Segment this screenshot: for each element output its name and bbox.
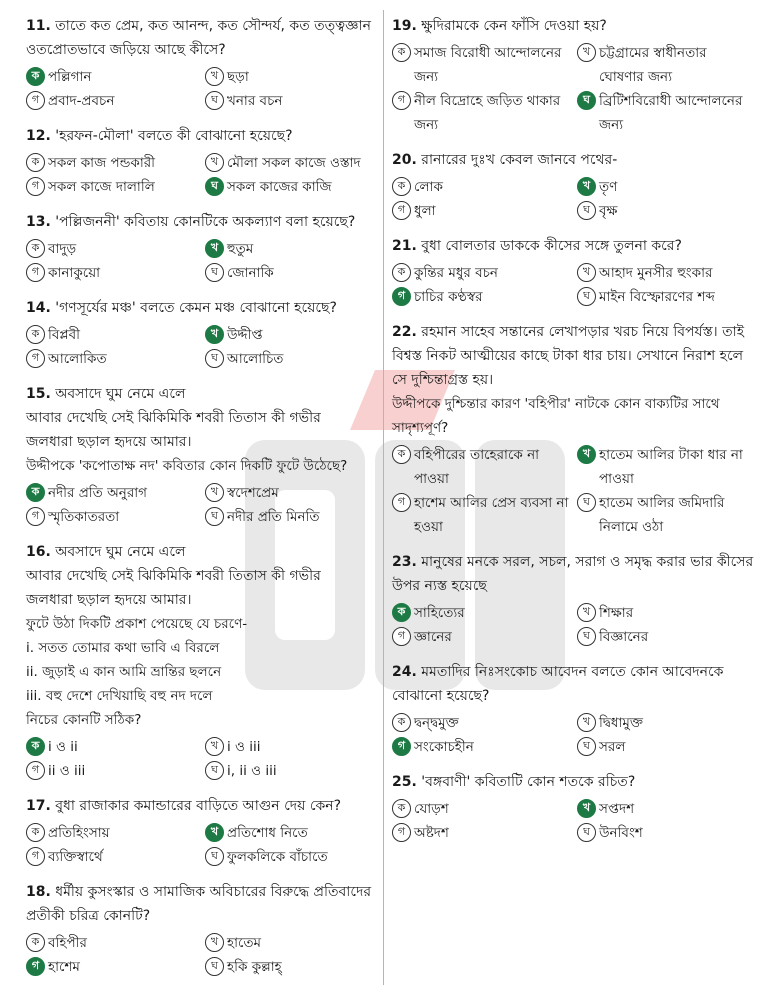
question-number: 24. (392, 664, 417, 680)
option-ka[interactable] (392, 41, 569, 89)
answer-mark: খ (577, 177, 596, 196)
option-text: স্মৃতিকাতরতা (48, 509, 120, 525)
option-text: বহিপীরের তাহেরাকে না পাওয়া (414, 447, 540, 487)
options (26, 481, 376, 529)
options (26, 931, 376, 979)
option-kha[interactable] (205, 65, 376, 89)
stem-line: আবার দেখেছি সেই ঝিকিমিকি শবরী তিতাস কী গভীর (26, 568, 321, 584)
option-mark: ক (392, 263, 411, 282)
option-ka[interactable] (392, 711, 569, 735)
option-mark: গ (26, 263, 45, 282)
option-ka[interactable] (26, 821, 197, 845)
options (26, 237, 376, 285)
option-text: মাইন বিস্ফোরণের শব্দ (599, 289, 715, 305)
answer-mark: ঘ (205, 177, 224, 196)
stem-line: জলধারা ছড়াল হৃদয়ে আমার। (26, 592, 192, 608)
option-text: বাদুড় (48, 241, 77, 257)
question-number: 19. (392, 18, 417, 34)
option-text: কানাকুয়ো (48, 265, 101, 281)
question-12 (26, 124, 376, 199)
option-text: সংকোচহীন (414, 739, 474, 755)
option-mark: ঘ (205, 91, 224, 110)
option-text: প্রতিহিংসায় (48, 825, 110, 841)
option-mark: খ (577, 43, 596, 62)
option-text: পল্লিগান (48, 69, 92, 85)
question-number: 20. (392, 152, 417, 168)
option-mark: ঘ (577, 287, 596, 306)
option-ga[interactable] (392, 199, 569, 223)
option-mark: ক (392, 713, 411, 732)
question-21 (392, 234, 754, 309)
option-kha[interactable] (205, 931, 376, 955)
options (392, 601, 754, 649)
option-ga[interactable] (26, 759, 197, 783)
question-number: 11. (26, 18, 51, 34)
option-text: হাতেম (227, 935, 262, 951)
answer-mark: ক (392, 603, 411, 622)
question-number: 23. (392, 554, 417, 570)
option-ka[interactable] (26, 151, 197, 175)
option-text: বৃক্ষ (599, 203, 618, 219)
option-mark: খ (205, 737, 224, 756)
option-kha[interactable] (205, 821, 376, 845)
stem-line: অবসাদে ঘুম নেমে এলে (55, 386, 186, 402)
answer-mark: ক (26, 67, 45, 86)
option-text: সমাজ বিরোধী আন্দোলনের জন্য (414, 45, 562, 85)
option-gha[interactable] (577, 89, 754, 137)
option-mark: ক (392, 445, 411, 464)
option-mark: ঘ (205, 263, 224, 282)
options (392, 41, 754, 137)
option-text: বিপ্লবী (48, 327, 80, 343)
option-ga[interactable] (392, 285, 569, 309)
option-ga[interactable] (26, 955, 197, 979)
option-ka[interactable] (26, 735, 197, 759)
option-mark: ঘ (205, 847, 224, 866)
question-number: 25. (392, 774, 417, 790)
option-mark: খ (205, 67, 224, 86)
option-text: i ও ii (48, 739, 78, 755)
statement-i: i. সতত তোমার কথা ভাবি এ বিরলে (26, 640, 220, 656)
option-gha[interactable] (577, 735, 754, 759)
option-mark: গ (26, 91, 45, 110)
option-ga[interactable] (392, 735, 569, 759)
question-text: রহমান সাহেব সন্তানের লেখাপড়ার খরচ নিয়ে বিপর্যস্ত। তাই বিশ্বস্ত নিকট আত্মীয়ের কাছে টাকা ধার চায়। সেখানে নিরাশ হলে সে দুশ্চিন্তাগ্রস্ত হয়। (392, 324, 744, 388)
option-text: i, ii ও iii (227, 763, 277, 779)
column-divider (383, 10, 384, 985)
option-kha[interactable] (577, 41, 754, 89)
question-number: 22. (392, 324, 417, 340)
option-text: সকল কাজের কাজি (227, 179, 332, 195)
option-mark: ঘ (205, 761, 224, 780)
option-kha[interactable] (577, 261, 754, 285)
question-number: 16. (26, 544, 51, 560)
question-18 (26, 880, 376, 979)
option-text: মৌলা সকল কাজে ওস্তাদ (227, 155, 361, 171)
option-mark: খ (577, 603, 596, 622)
option-text: i ও iii (227, 739, 261, 755)
option-gha[interactable] (205, 261, 376, 285)
option-ga[interactable] (26, 89, 197, 113)
option-mark: ঘ (577, 493, 596, 512)
option-mark: ক (26, 153, 45, 172)
option-mark: খ (577, 713, 596, 732)
question-11 (26, 14, 376, 113)
question-16 (26, 540, 376, 783)
question-text: বুধা রাজাকার কমান্ডারের বাড়িতে আগুন দেয় কেন? (55, 798, 342, 814)
question-text: তাতে কত প্রেম, কত আনন্দ, কত সৌন্দর্য, কত তত্ত্বজ্ঞান ওতপ্রোতভাবে জড়িয়ে আছে কীসে? (26, 18, 371, 58)
option-text: হাতেম আলির টাকা ধার না পাওয়া (599, 447, 743, 487)
option-text: আলোচিত (227, 351, 284, 367)
option-mark: ঘ (205, 507, 224, 526)
option-gha[interactable] (577, 199, 754, 223)
option-ga[interactable] (392, 821, 569, 845)
option-ka[interactable] (392, 175, 569, 199)
option-text: আহাদ মুনসীর হুংকার (599, 265, 713, 281)
question-text: ক্ষুদিরামকে কেন ফাঁসি দেওয়া হয়? (421, 18, 607, 34)
options (26, 821, 376, 869)
option-gha[interactable] (205, 175, 376, 199)
option-ka[interactable] (26, 237, 197, 261)
stem-line: অবসাদে ঘুম নেমে এলে (55, 544, 186, 560)
option-mark: ক (26, 239, 45, 258)
question-text: 'পল্লিজননী' কবিতায় কোনটিকে অকল্যাণ বলা হয়েছে? (55, 214, 356, 230)
option-gha[interactable] (205, 955, 376, 979)
option-text: নদীর প্রতি অনুরাগ (48, 485, 148, 501)
question-text: 'বঙ্গবাণী' কবিতাটি কোন শতকে রচিত? (421, 774, 636, 790)
left-column (26, 14, 376, 990)
option-gha[interactable] (205, 89, 376, 113)
question-text: রানারের দুঃখ কেবল জানবে পথের- (421, 152, 618, 168)
option-text: দ্বিধামুক্ত (599, 715, 643, 731)
option-text: খনার বচন (227, 93, 283, 109)
answer-mark: গ (392, 737, 411, 756)
option-mark: গ (392, 823, 411, 842)
question-number: 15. (26, 386, 51, 402)
option-ga[interactable] (26, 505, 197, 529)
option-kha[interactable] (205, 151, 376, 175)
statement-ii: ii. জুড়াই এ কান আমি ভ্রান্তির ছলনে (26, 664, 222, 680)
answer-mark: খ (205, 823, 224, 842)
question-text: মানুষের মনকে সরল, সচল, সরাগ ও সমৃদ্ধ করার ভার কীসের উপর ন্যস্ত হয়েছে (392, 554, 754, 594)
options (392, 711, 754, 759)
option-mark: গ (392, 627, 411, 646)
option-text: ছড়া (227, 69, 249, 85)
option-mark: ঘ (205, 957, 224, 976)
option-mark: গ (392, 493, 411, 512)
option-mark: খ (205, 153, 224, 172)
option-mark: ঘ (205, 349, 224, 368)
option-mark: খ (205, 933, 224, 952)
option-ka[interactable] (392, 261, 569, 285)
option-gha[interactable] (577, 491, 754, 539)
option-mark: গ (26, 761, 45, 780)
option-text: জ্ঞানের (414, 629, 452, 645)
question-number: 18. (26, 884, 51, 900)
option-text: বহিপীর (48, 935, 87, 951)
option-kha[interactable] (205, 735, 376, 759)
option-text: হাশেম (48, 959, 80, 975)
answer-mark: ক (26, 483, 45, 502)
option-mark: গ (26, 177, 45, 196)
option-gha[interactable] (577, 285, 754, 309)
answer-mark: ঘ (577, 91, 596, 110)
answer-mark: গ (392, 287, 411, 306)
option-mark: ঘ (577, 627, 596, 646)
option-mark: ঘ (577, 201, 596, 220)
option-gha[interactable] (577, 821, 754, 845)
question-15 (26, 382, 376, 529)
options (26, 323, 376, 371)
option-kha[interactable] (577, 175, 754, 199)
option-kha[interactable] (205, 323, 376, 347)
option-ga[interactable] (392, 89, 569, 137)
option-kha[interactable] (205, 481, 376, 505)
option-mark: গ (392, 201, 411, 220)
option-kha[interactable] (577, 443, 754, 491)
answer-mark: ক (26, 737, 45, 756)
option-ka[interactable] (26, 323, 197, 347)
option-text: চাচির কণ্ঠস্বর (414, 289, 483, 305)
option-ga[interactable] (26, 347, 197, 371)
options (392, 443, 754, 539)
options (392, 261, 754, 309)
option-text: ব্যক্তিস্বার্থে (48, 849, 103, 865)
option-text: ব্রিটিশবিরোধী আন্দোলনের জন্য (599, 93, 743, 133)
question-23 (392, 550, 754, 649)
question-number: 14. (26, 300, 51, 316)
option-ka[interactable] (392, 601, 569, 625)
option-gha[interactable] (577, 625, 754, 649)
option-text: নীল বিদ্রোহে জড়িত থাকার জন্য (414, 93, 561, 133)
statement-iii: iii. বহু দেশে দেখিয়াছি বহু নদ দলে (26, 688, 213, 704)
option-text: উদ্দীপ্ত (227, 327, 263, 343)
option-text: সরল (599, 739, 626, 755)
option-gha[interactable] (205, 505, 376, 529)
option-text: স্বদেশপ্রেম (227, 485, 279, 501)
question-number: 21. (392, 238, 417, 254)
option-text: যোড়শ (414, 801, 449, 817)
option-text: অষ্টদশ (414, 825, 449, 841)
option-mark: ক (26, 933, 45, 952)
options (392, 175, 754, 223)
option-ga[interactable] (26, 261, 197, 285)
option-mark: ক (392, 177, 411, 196)
option-text: হুতুম (227, 241, 254, 257)
option-kha[interactable] (577, 601, 754, 625)
option-text: নদীর প্রতি মিনতি (227, 509, 320, 525)
option-text: সকল কাজ পন্ডকারী (48, 155, 156, 171)
option-text: তৃণ (599, 179, 618, 195)
option-text: প্রবাদ-প্রবচন (48, 93, 115, 109)
option-text: সাহিত্যের (414, 605, 465, 621)
question-25 (392, 770, 754, 845)
option-text: আলোকিত (48, 351, 107, 367)
question-number: 13. (26, 214, 51, 230)
question-22 (392, 320, 754, 539)
option-ga[interactable] (26, 845, 197, 869)
option-ka[interactable] (392, 443, 569, 491)
stem-line: জলধারা ছড়াল হৃদয়ে আমার। (26, 434, 192, 450)
answer-mark: খ (577, 445, 596, 464)
right-column (392, 14, 754, 856)
question-text: মমতাদির নিঃসংকোচ আবেদন বলতে কোন আবেদনকে বোঝানো হয়েছে? (392, 664, 724, 704)
option-ka[interactable] (26, 481, 197, 505)
option-ka[interactable] (26, 65, 197, 89)
options (26, 65, 376, 113)
option-text: চট্টগ্রামের স্বাধীনতার ঘোষণার জন্য (599, 45, 707, 85)
option-text: লোক (414, 179, 443, 195)
question-13 (26, 210, 376, 285)
question-text: 'হরফন-মৌলা' বলতে কী বোঝানো হয়েছে? (55, 128, 293, 144)
question-prompt: উদ্দীপকে দুশ্চিন্তার কারণ 'বহিপীর' নাটকে কোন বাক্যটির সাথে সাদৃশ্যপূর্ণ? (392, 396, 720, 436)
option-text: ধুলা (414, 203, 436, 219)
question-text: নিচের কোনটি সঠিক? (26, 712, 142, 728)
question-19 (392, 14, 754, 137)
question-text: উদ্দীপকে 'কপোতাক্ষ নদ' কবিতার কোন দিকটি ফুটে উঠেছে? (26, 458, 348, 474)
option-mark: খ (577, 263, 596, 282)
option-mark: গ (26, 847, 45, 866)
option-text: সকল কাজে দালালি (48, 179, 155, 195)
lead-text: ফুটে উঠা দিকটি প্রকাশ পেয়েছে যে চরণে- (26, 616, 248, 632)
question-text: ধর্মীয় কুসংস্কার ও সামাজিক অবিচারের বিরুদ্ধে প্রতিবাদের প্রতীকী চরিত্র কোনটি? (26, 884, 372, 924)
answer-mark: খ (205, 325, 224, 344)
option-gha[interactable] (205, 347, 376, 371)
option-mark: ক (26, 325, 45, 344)
option-text: উনবিংশ (599, 825, 643, 841)
option-mark: ঘ (577, 823, 596, 842)
option-gha[interactable] (205, 759, 376, 783)
question-number: 12. (26, 128, 51, 144)
option-mark: গ (392, 91, 411, 110)
question-text: 'গণসূর্যের মঞ্চ' বলতে কেমন মঞ্চ বোঝানো হয়েছে? (55, 300, 337, 316)
options (26, 151, 376, 199)
option-mark: গ (26, 349, 45, 368)
question-20 (392, 148, 754, 223)
answer-mark: খ (205, 239, 224, 258)
option-kha[interactable] (577, 711, 754, 735)
option-text: বিজ্ঞানের (599, 629, 649, 645)
option-text: হাতেম আলির জমিদারি নিলামে ওঠা (599, 495, 725, 535)
question-24 (392, 660, 754, 759)
option-text: দ্বন্দ্বমুক্ত (414, 715, 459, 731)
stem-line: আবার দেখেছি সেই ঝিকিমিকি শবরী তিতাস কী গভীর (26, 410, 321, 426)
option-text: জোনাকি (227, 265, 274, 281)
option-mark: ক (26, 823, 45, 842)
option-text: শিক্ষার (599, 605, 634, 621)
option-mark: ক (392, 43, 411, 62)
option-ga[interactable] (26, 175, 197, 199)
options (26, 735, 376, 783)
question-17 (26, 794, 376, 869)
option-ga[interactable] (392, 491, 569, 539)
option-mark: গ (26, 507, 45, 526)
answer-mark: গ (26, 957, 45, 976)
option-text: প্রতিশোধ নিতে (227, 825, 308, 841)
option-ga[interactable] (392, 625, 569, 649)
question-14 (26, 296, 376, 371)
option-text: হাশেম আলির প্রেস ব্যবসা না হওয়া (414, 495, 569, 535)
question-number: 17. (26, 798, 51, 814)
option-kha[interactable] (577, 797, 754, 821)
question-text: বুধা বোলতার ডাককে কীসের সঙ্গে তুলনা করে? (421, 238, 682, 254)
option-text: ফুলকলিকে বাঁচাতে (227, 849, 328, 865)
option-gha[interactable] (205, 845, 376, 869)
option-text: কুন্তির মধুর বচন (414, 265, 498, 281)
option-text: হকি কুল্লাহ্‌ (227, 959, 282, 975)
option-text: ii ও iii (48, 763, 86, 779)
option-kha[interactable] (205, 237, 376, 261)
option-mark: ঘ (577, 737, 596, 756)
options (392, 797, 754, 845)
option-ka[interactable] (26, 931, 197, 955)
option-mark: ক (392, 799, 411, 818)
option-mark: খ (205, 483, 224, 502)
answer-mark: খ (577, 799, 596, 818)
option-text: সপ্তদশ (599, 801, 635, 817)
option-ka[interactable] (392, 797, 569, 821)
